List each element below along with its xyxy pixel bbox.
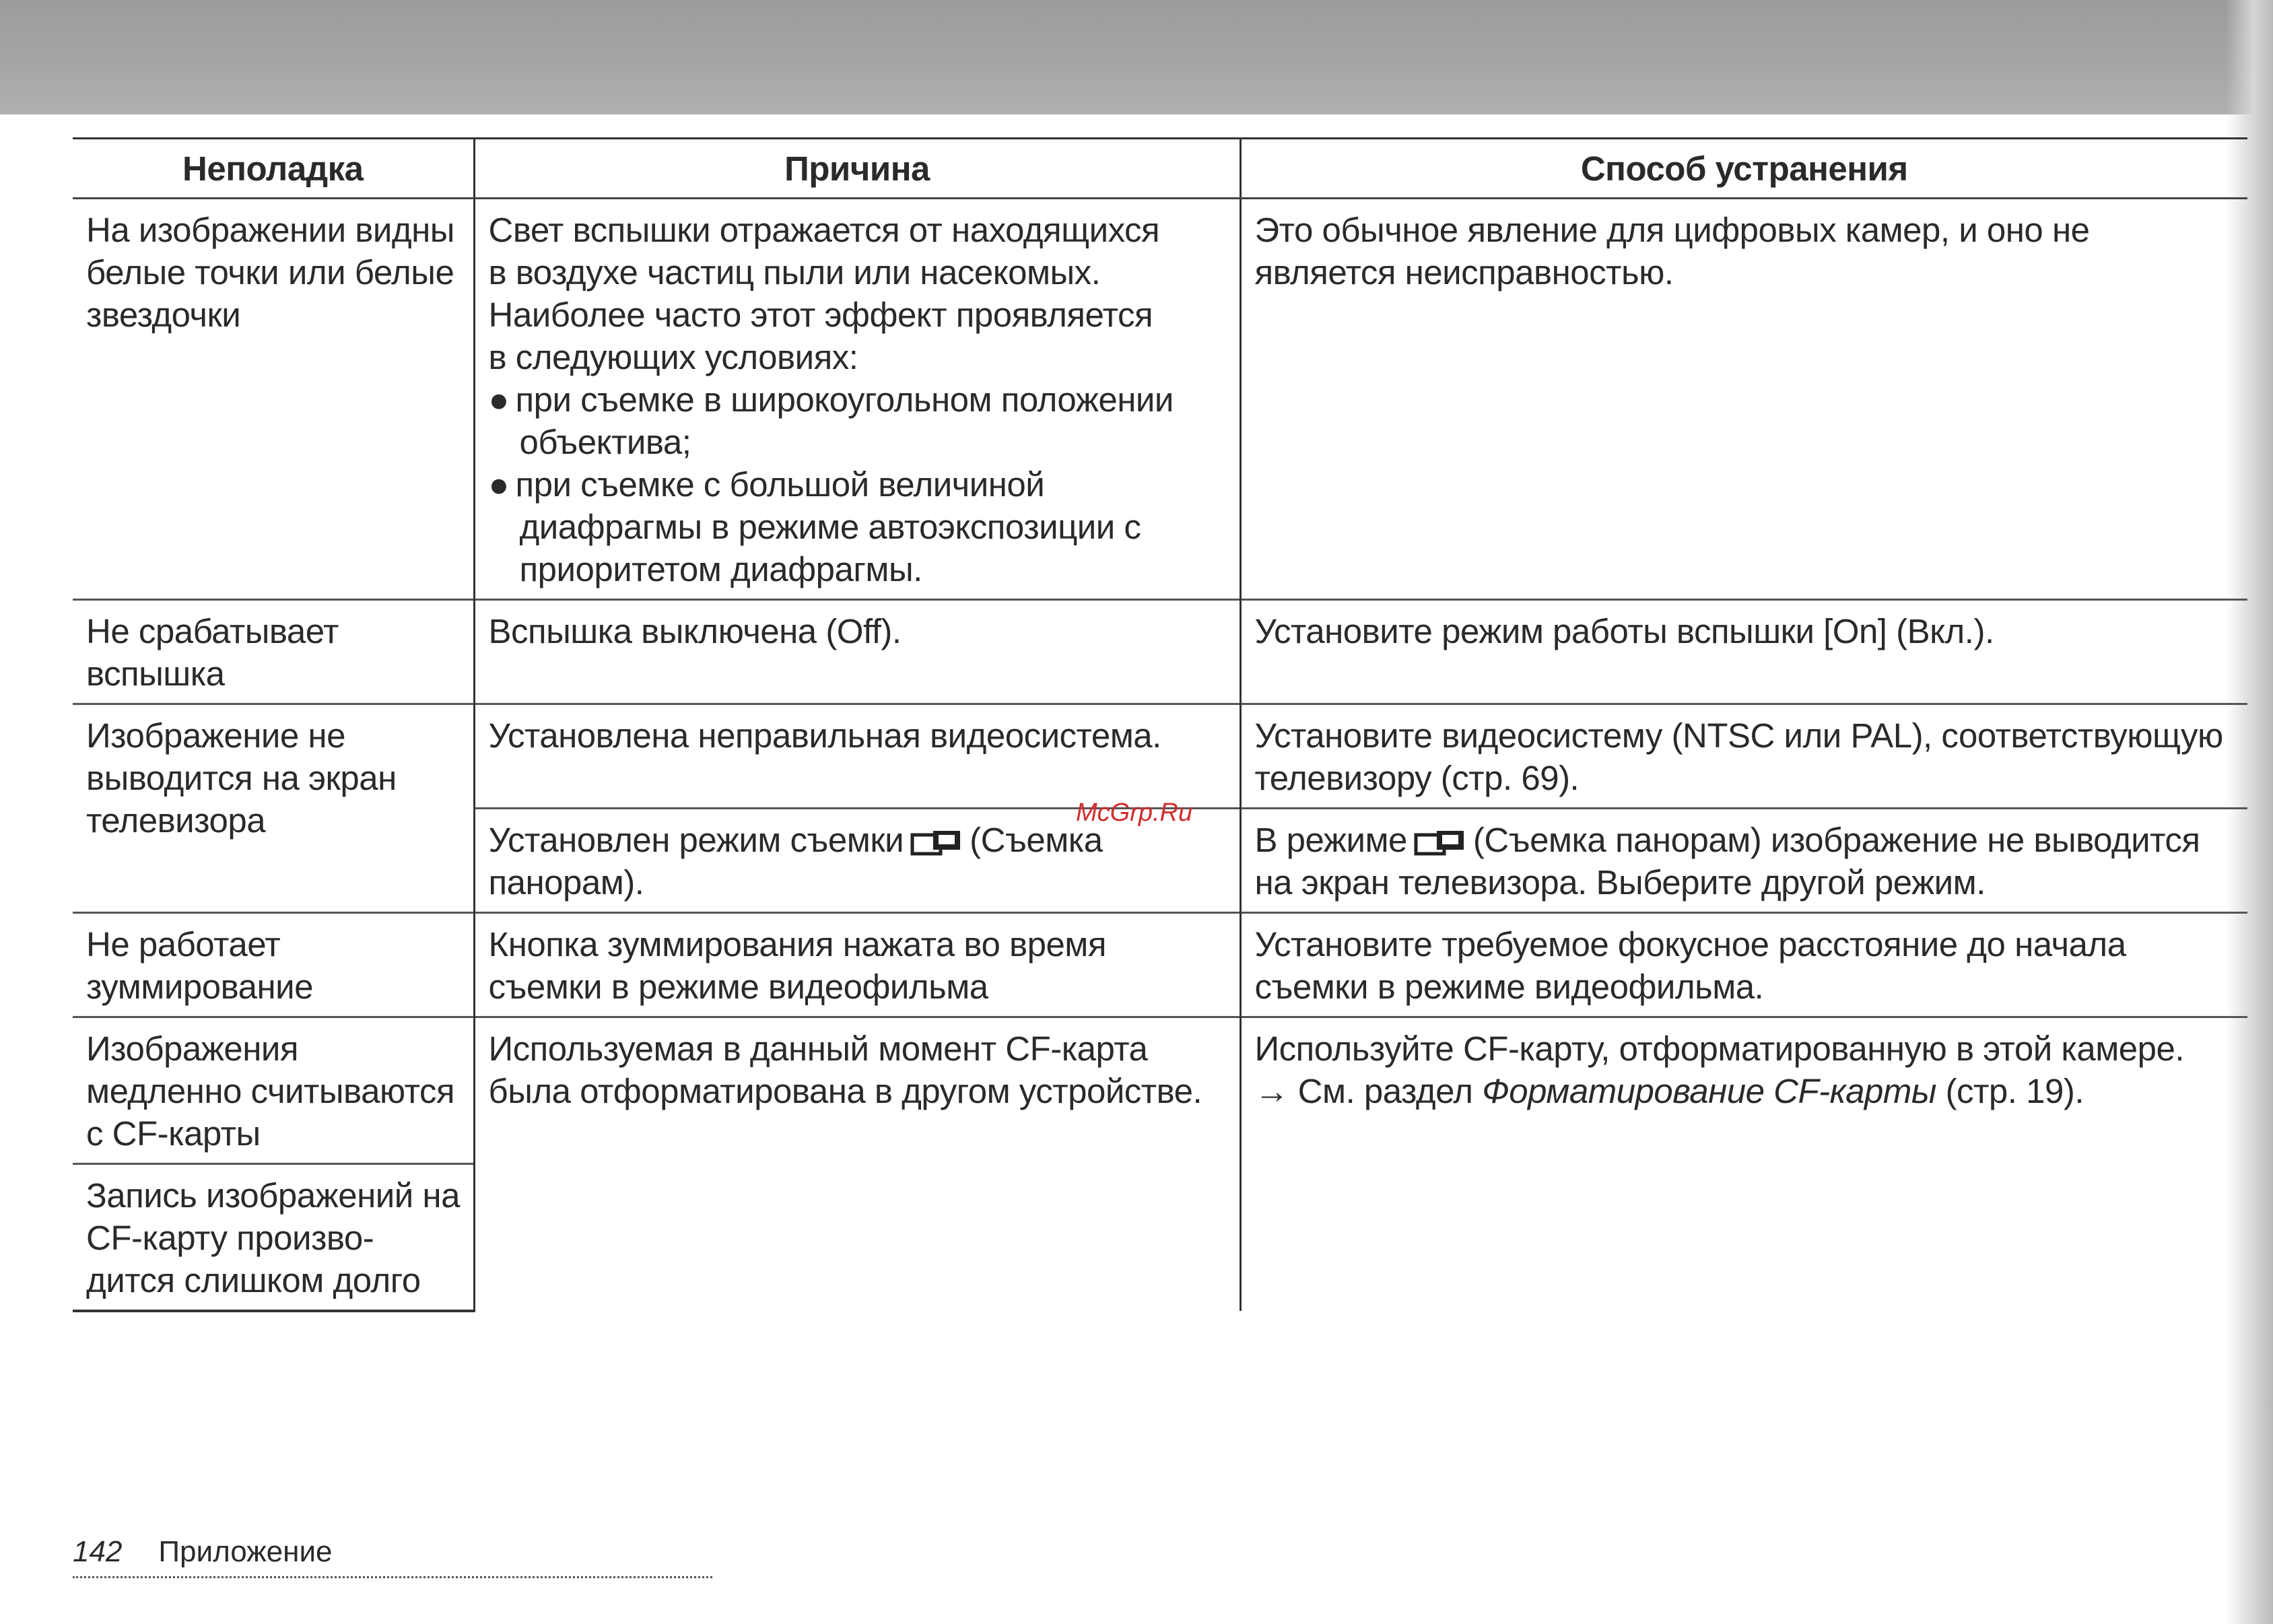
arrow-right-icon: →	[1254, 1072, 1289, 1110]
table-row	[73, 704, 2247, 809]
remedy-cell: Установите видеосистему (NTSC или PAL), соответствующую телевизору (стр. 69).	[1240, 704, 2247, 809]
table-row	[73, 1017, 2247, 1164]
cause-line: Свет вспышки отражается от находящихся	[488, 211, 1160, 249]
remedy-cell: Установите режим работы вспышки [On] (Вкл.).	[1240, 600, 2247, 704]
section-name: Приложение	[158, 1535, 333, 1568]
cause-cell: Установлена неправильная видеосистема.	[474, 704, 1240, 809]
remedy-text: В режиме	[1254, 821, 1407, 859]
remedy-cell: Это обычное явление для цифровых камер, и оно не является неисправностью.	[1240, 199, 2247, 600]
bullet-text: при съемке в широкоугольном положении объектива;	[515, 380, 1174, 461]
cause-line: в воздухе частиц пыли или насекомых.	[488, 253, 1101, 292]
stitch-assist-icon	[910, 828, 963, 858]
remedy-cell	[1240, 1017, 2247, 1312]
scan-top-band	[0, 0, 2273, 114]
problem-cell: Не срабатывает вспышка	[73, 600, 474, 704]
cause-cell: Используемая в данный момент CF-карта была отформатирована в другом устройстве.	[474, 1017, 1240, 1312]
bullet-item	[489, 463, 1229, 590]
cause-cell	[474, 199, 1240, 600]
table-row	[73, 600, 2247, 704]
reference-page: (стр. 19).	[1945, 1072, 2084, 1110]
cause-line: Наиболее часто этот эффект проявляется	[488, 296, 1153, 334]
stitch-assist-icon	[1414, 828, 1466, 858]
cause-text: Установлен режим съемки	[488, 821, 904, 859]
page-footer	[73, 1532, 712, 1578]
cause-cell: Кнопка зуммирования нажата во время съемки в режиме видеофильма	[474, 913, 1240, 1017]
header-problem: Неполадка	[73, 139, 474, 199]
problem-cell: На изображении видны белые точки или белые звездочки	[73, 199, 474, 600]
cause-text: (Съемка панорам).	[488, 821, 1103, 902]
page-number: 142	[73, 1535, 123, 1568]
reference-prefix: См. раздел	[1297, 1072, 1473, 1110]
table-row	[73, 913, 2247, 1017]
remedy-text: (Съемка панорам) изображение не выводится на экран телевизора. Выберите другой режим.	[1254, 821, 2200, 902]
watermark: McGrp.Ru	[1076, 799, 1193, 827]
remedy-cell	[1240, 809, 2247, 913]
header-remedy: Способ устранения	[1240, 139, 2247, 199]
remedy-cell: Установите требуемое фокусное расстояние до начала съемки в режиме видеофильма.	[1240, 913, 2247, 1017]
remedy-line: Используйте CF-карту, отформатированную в этой камере.	[1254, 1029, 2185, 1068]
header-cause: Причина	[474, 139, 1240, 199]
table-row	[73, 199, 2247, 600]
problem-cell: Не работает зуммирование	[73, 913, 474, 1017]
bullet-text: при съемке с большой величиной диафрагмы в режиме автоэкспозиции с приоритетом диафрагмы.	[515, 465, 1141, 588]
problem-cell: Изображения медленно считываются с CF-карты	[73, 1017, 474, 1164]
reference-title: Форматирование CF-карты	[1482, 1072, 1936, 1110]
remedy-reference	[1255, 1070, 2237, 1112]
problem-cell: Запись изображений на CF-карту произво-дится слишком долго	[73, 1164, 474, 1312]
bullet-icon: ●	[488, 380, 509, 419]
cause-line: в следующих условиях:	[488, 338, 858, 376]
cause-cell: Вспышка выключена (Off).	[474, 600, 1240, 704]
table-header-row	[73, 139, 2247, 199]
bullet-icon: ●	[488, 465, 509, 504]
problem-cell: Изображение не выводится на экран телевизора	[73, 704, 474, 913]
troubleshooting-table	[73, 137, 2247, 1312]
bullet-item	[489, 378, 1229, 463]
